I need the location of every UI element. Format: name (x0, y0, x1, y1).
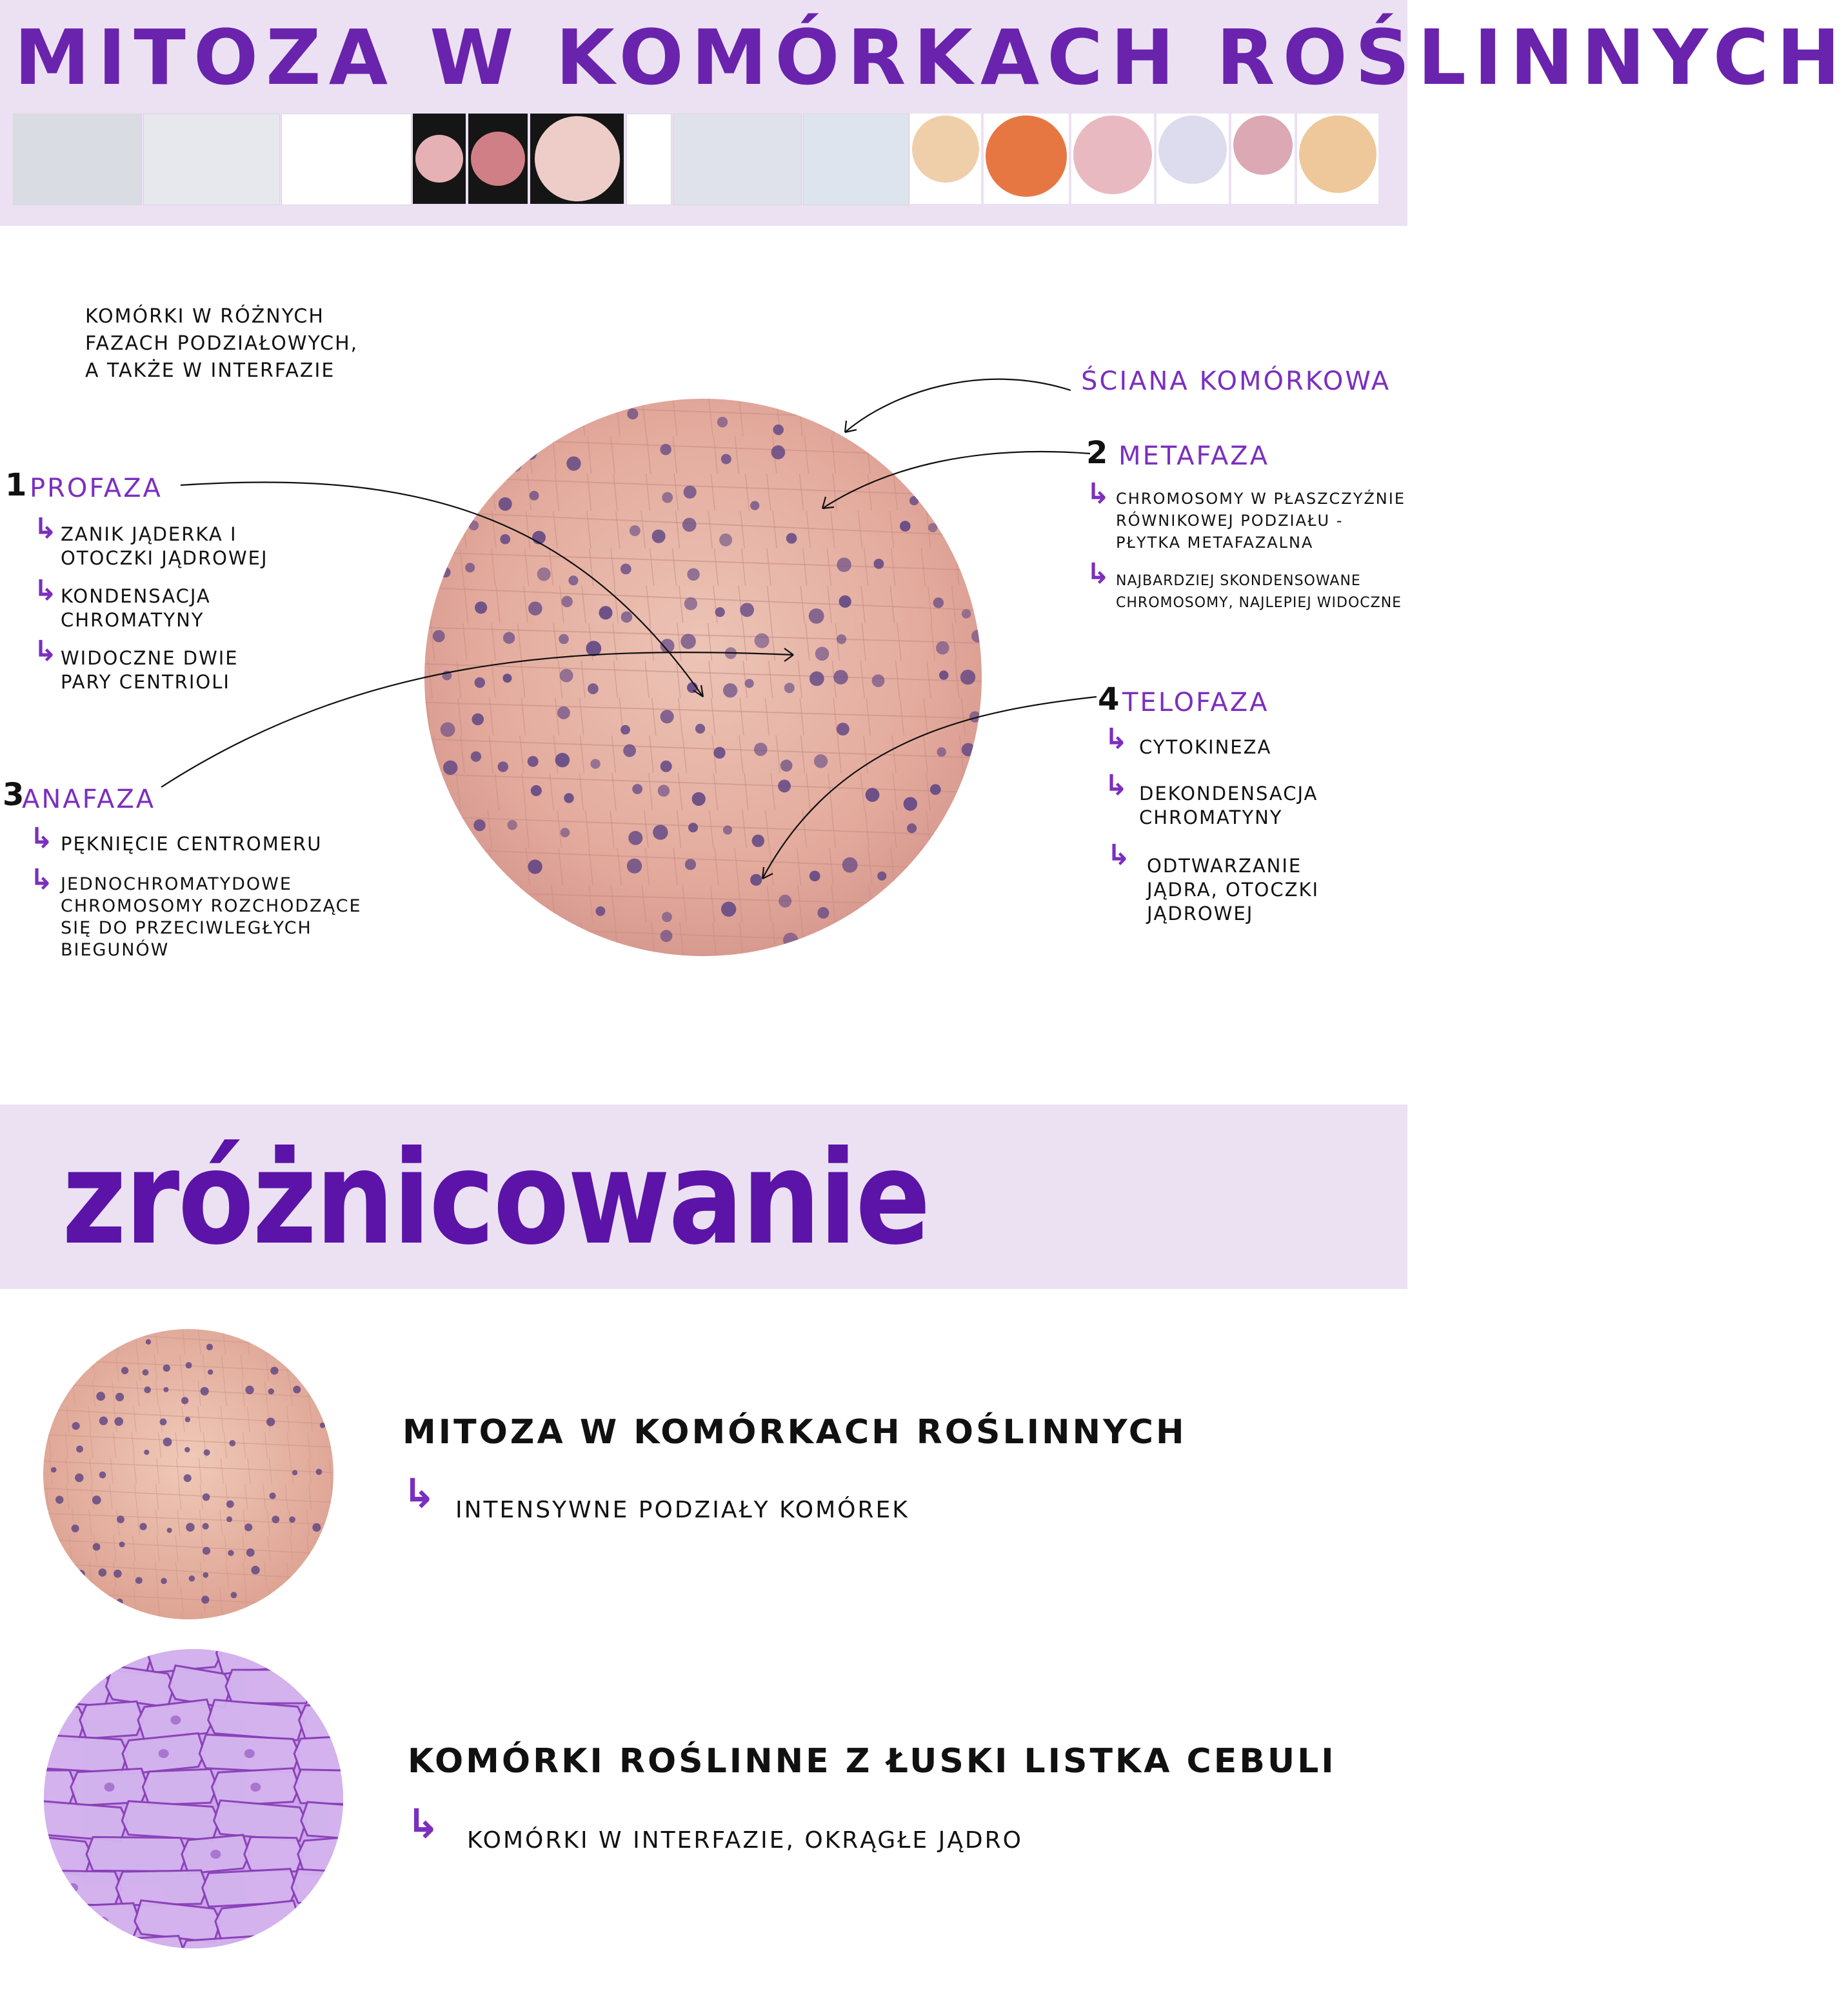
thumbnail-image (626, 114, 671, 205)
arrow-icon: ↳ (402, 1470, 436, 1517)
thumbnail-disc (986, 115, 1067, 197)
bullet-line: CHROMATYNY (61, 609, 204, 631)
intro-note-line: KOMÓRKI W RÓŻNYCH (85, 305, 324, 328)
bullet-line: NAJBARDZIEJ SKONDENSOWANE (1116, 573, 1361, 589)
bullet-line: OTOCZKI JĄDROWEJ (61, 547, 268, 569)
arrow-icon: ↳ (34, 635, 57, 668)
thumbnail-strip (13, 114, 1400, 205)
bullet (61, 832, 322, 856)
arrow-icon: ↳ (34, 512, 57, 545)
lower-micrographs (0, 1316, 361, 1961)
arrow-icon: ↳ (1086, 557, 1110, 590)
section-heading: MITOZA W KOMÓRKACH ROŚLINNYCH (402, 1413, 1187, 1452)
thumbnail-disc (1299, 115, 1376, 193)
bullet-line: SIĘ DO PRZECIWLEGŁYCH (61, 918, 312, 938)
phase-name-profaza: PROFAZA (30, 474, 163, 503)
phase-name-metafaza: METAFAZA (1118, 441, 1269, 471)
arrow-icon: ↳ (1107, 839, 1131, 872)
bullet-line: ODTWARZANIE (1147, 855, 1302, 877)
thumbnail-image (1297, 114, 1378, 204)
bullet-line: CHROMATYNY (1139, 806, 1283, 828)
bullet-line: RÓWNIKOWEJ PODZIAŁU - (1116, 512, 1344, 530)
phase-number: 4 (1098, 681, 1121, 717)
bullet-line: PŁYTKA METAFAZALNA (1116, 534, 1314, 552)
onion-cells (0, 1632, 475, 1976)
cell-wall-label: ŚCIANA KOMÓRKOWA (1081, 366, 1391, 396)
intro-note-line: A TAKŻE W INTERFAZIE (85, 359, 335, 382)
micrograph-mitosis (43, 1329, 337, 1639)
intro-note-line: FAZACH PODZIAŁOWYCH, (85, 332, 359, 355)
thumbnail-disc (471, 132, 525, 186)
thumbnail-image (1157, 114, 1229, 204)
arrow-icon: ↳ (406, 1800, 440, 1847)
phase-number: 1 (5, 467, 28, 503)
section-text: KOMÓRKI W INTERFAZIE, OKRĄGŁE JĄDRO (467, 1827, 1023, 1854)
arrow-icon: ↳ (1104, 723, 1128, 755)
thumbnail-image (13, 114, 142, 205)
bullet-line: ZANIK JĄDERKA I (61, 523, 237, 545)
bullet-line: CHROMOSOMY ROZCHODZĄCE (61, 896, 362, 916)
page-title: MITOZA W KOMÓRKACH ROŚLINNYCH (14, 13, 1848, 102)
arrow-icon: ↳ (1086, 477, 1110, 510)
bullet-line: WIDOCZNE DWIE (61, 647, 239, 669)
bullet-line: JĄDRA, OTOCZKI (1147, 879, 1320, 901)
thumbnail-image (673, 114, 802, 205)
bullet-line: JEDNOCHROMATYDOWE (61, 874, 292, 894)
bullet (1116, 488, 1406, 554)
thumbnail-disc (415, 135, 463, 183)
arrow-icon: ↳ (30, 822, 54, 855)
bullet (61, 646, 239, 694)
bullet-line: CHROMOSOMY, NAJLEPIEJ WIDOCZNE (1116, 595, 1402, 611)
phase-name-anafaza: ANAFAZA (22, 785, 156, 814)
phase-number: 2 (1086, 435, 1109, 471)
section-heading: KOMÓRKI ROŚLINNE Z ŁUSKI LISTKA CEBULI (408, 1742, 1336, 1781)
bullet-line: PĘKNIĘCIE CENTROMERU (61, 833, 323, 855)
thumbnail-disc (1073, 115, 1152, 194)
section-text: INTENSYWNE PODZIAŁY KOMÓREK (455, 1497, 909, 1523)
bullet-line: JĄDROWEJ (1147, 903, 1254, 925)
pointer-cell-wall (845, 379, 1071, 432)
bullet (1139, 782, 1318, 830)
micrograph-onion (0, 1632, 475, 1976)
thumbnail-image (281, 114, 412, 205)
bullet (61, 523, 268, 570)
thumbnail-image (910, 114, 981, 204)
thumbnail-disc (1233, 115, 1293, 175)
thumbnail-image (530, 114, 624, 204)
bullet (1139, 735, 1271, 759)
bullet-line: CYTOKINEZA (1139, 736, 1272, 758)
thumbnail-image (1231, 114, 1295, 204)
arrow-icon: ↳ (34, 574, 57, 607)
bullet-line: DEKONDENSACJA (1139, 783, 1318, 805)
thumbnail-image (1071, 114, 1154, 204)
thumbnail-disc (1158, 115, 1227, 184)
bullet-line: BIEGUNÓW (61, 940, 170, 960)
bullet-line: PARY CENTRIOLI (61, 671, 230, 693)
phase-name-telofaza: TELOFAZA (1122, 688, 1269, 717)
bullet (61, 874, 362, 961)
arrow-icon: ↳ (30, 863, 54, 896)
thumbnail-image (468, 114, 528, 204)
bullet-line: KONDENSACJA (61, 585, 211, 607)
thumbnail-image (413, 114, 466, 204)
thumbnail-image (984, 114, 1069, 204)
bullet (61, 585, 211, 632)
bullet (1147, 854, 1319, 926)
bullet-line: CHROMOSOMY W PŁASZCZYŹNIE (1116, 490, 1406, 508)
phase-number: 3 (3, 777, 26, 813)
bullet (1116, 570, 1402, 614)
section-title: zróżnicowanie (62, 1123, 929, 1274)
thumbnail-image (143, 114, 280, 205)
thumbnail-disc (535, 116, 620, 201)
thumbnail-disc (912, 115, 979, 183)
thumbnail-image (803, 114, 909, 205)
arrow-icon: ↳ (1104, 769, 1128, 802)
